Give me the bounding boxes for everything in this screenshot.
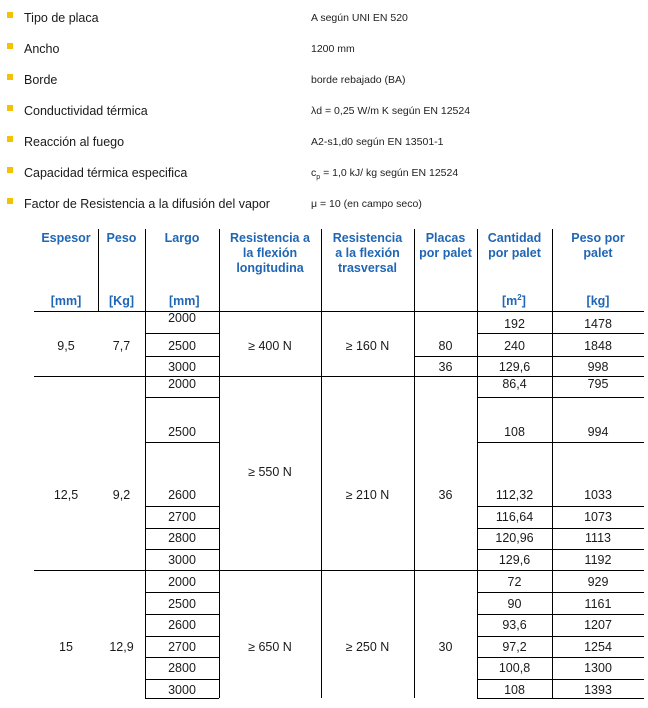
unit-cantidad [477, 294, 552, 309]
cell-res-long: ≥ 400 N [248, 339, 292, 353]
cell-placas: 30 [438, 640, 453, 654]
grid-line [145, 636, 219, 637]
unit-cantidad-close: ] [521, 294, 526, 308]
spec-value-subscript: p [316, 174, 321, 182]
cell-res-trans: ≥ 210 N [345, 488, 390, 502]
cell-largo: 2000 [168, 377, 196, 391]
grid-line [321, 229, 322, 311]
header-placas-line1: Placas [425, 231, 466, 245]
cell-peso-palet: 1254 [584, 640, 612, 654]
spec-value: λd = 0,25 W/m K según EN 12524 [311, 105, 471, 117]
cell-peso: 7,7 [112, 339, 131, 353]
cell-peso-palet: 1393 [584, 683, 612, 697]
cell-peso-palet: 1192 [584, 553, 612, 567]
grid-line [477, 229, 478, 311]
cell-espesor: 12,5 [53, 488, 79, 502]
cell-largo: 2500 [168, 339, 196, 353]
cell-cantidad: 97,2 [502, 640, 527, 654]
cell-largo: 2700 [168, 510, 196, 524]
bullet-square-icon [7, 12, 13, 18]
spec-value: μ = 10 (en campo seco) [311, 198, 422, 210]
grid-line [145, 657, 219, 658]
cell-placas: 36 [438, 360, 453, 374]
header-peso-palet-line2: palet [583, 246, 613, 260]
grid-line [414, 229, 415, 311]
spec-label: Conductividad térmica [24, 104, 148, 118]
unit-cantidad-superscript: 2 [517, 293, 522, 302]
header-res-long-line3: longitudina [236, 261, 304, 275]
cell-cantidad: 192 [504, 317, 525, 331]
grid-line [477, 549, 644, 550]
cell-largo: 2500 [168, 597, 196, 611]
spec-item [0, 134, 648, 154]
spec-value: A según UNI EN 520 [311, 12, 408, 24]
header-res-long-line2: la flexión [242, 246, 298, 260]
cell-peso-palet: 1033 [584, 488, 612, 502]
grid-line [219, 229, 220, 311]
unit-peso-palet: [kg] [586, 294, 610, 308]
spec-item [0, 196, 648, 216]
cell-largo: 2600 [168, 488, 196, 502]
cell-peso-palet: 1300 [584, 661, 612, 675]
cell-peso-palet: 1161 [584, 597, 612, 611]
cell-peso-palet: 929 [587, 575, 609, 589]
grid-line [477, 614, 644, 615]
spec-value [311, 166, 458, 185]
grid-line [477, 442, 644, 443]
cell-cantidad: 129,6 [498, 360, 531, 374]
grid-line [145, 528, 219, 529]
spec-value: A2-s1,d0 según EN 13501-1 [311, 136, 444, 148]
header-cantidad-line1: Cantidad [487, 231, 542, 245]
cell-largo: 2600 [168, 618, 196, 632]
cell-cantidad: 108 [504, 425, 525, 439]
cell-largo: 2000 [168, 575, 196, 589]
unit-cantidad-text: [m [502, 294, 518, 308]
header-peso: Peso [106, 231, 137, 245]
grid-line [145, 549, 219, 550]
bullet-square-icon [7, 198, 13, 204]
grid-line [145, 333, 219, 334]
cell-peso-palet: 994 [587, 425, 609, 439]
grid-line [477, 528, 644, 529]
grid-line [477, 333, 644, 334]
header-peso-palet-line1: Peso por [571, 231, 625, 245]
grid-line [145, 397, 219, 398]
cell-peso-palet: 795 [587, 377, 609, 391]
cell-placas: 80 [438, 339, 453, 353]
cell-largo: 3000 [168, 553, 196, 567]
header-res-trans-line1: Resistencia [332, 231, 403, 245]
spec-label: Tipo de placa [24, 11, 99, 25]
cell-res-trans: ≥ 160 N [345, 339, 390, 353]
spec-value: borde rebajado (BA) [311, 74, 406, 86]
spec-value-symbol: c [311, 167, 317, 179]
grid-line [145, 229, 146, 311]
spec-item [0, 41, 648, 61]
cell-largo: 2800 [168, 531, 196, 545]
bullet-square-icon [7, 136, 13, 142]
unit-peso: [Kg] [109, 294, 134, 308]
header-res-long-line1: Resistencia a [230, 231, 310, 245]
cell-cantidad: 90 [507, 597, 522, 611]
cell-peso-palet: 998 [587, 360, 609, 374]
cell-peso: 9,2 [112, 488, 131, 502]
cell-peso-palet: 1478 [584, 317, 612, 331]
grid-line [414, 356, 644, 357]
bullet-square-icon [7, 74, 13, 80]
grid-line [145, 506, 219, 507]
cell-res-long: ≥ 650 N [248, 640, 292, 654]
grid-line [477, 636, 644, 637]
grid-line [552, 229, 553, 311]
cell-cantidad: 108 [504, 683, 525, 697]
spec-label: Ancho [24, 42, 60, 56]
cell-largo: 2500 [168, 425, 196, 439]
grid-line [477, 592, 644, 593]
grid-line [34, 311, 644, 312]
cell-peso-palet: 1113 [585, 531, 611, 545]
spec-value-text: = 1,0 kJ/ kg según EN 12524 [320, 167, 459, 179]
header-placas-line2: por palet [419, 246, 472, 260]
spec-label: Capacidad térmica especifica [24, 166, 188, 180]
cell-cantidad: 116,64 [495, 510, 534, 524]
bullet-square-icon [7, 43, 13, 49]
grid-line [477, 679, 644, 680]
spec-value: 1200 mm [311, 43, 355, 55]
spec-item [0, 10, 648, 30]
grid-line [98, 229, 99, 311]
cell-placas: 36 [438, 488, 453, 502]
grid-line [145, 592, 219, 593]
unit-espesor: [mm] [50, 294, 82, 308]
grid-line [145, 356, 219, 357]
bullet-square-icon [7, 167, 13, 173]
cell-largo: 2700 [168, 640, 196, 654]
grid-line [145, 679, 219, 680]
spec-label: Reacción al fuego [24, 135, 125, 149]
cell-cantidad: 100,8 [498, 661, 531, 675]
header-res-trans-line3: trasversal [337, 261, 398, 275]
spec-label: Borde [24, 73, 58, 87]
header-largo: Largo [164, 231, 200, 245]
spec-item [0, 165, 648, 185]
header-res-trans-line2: a la flexión [335, 246, 400, 260]
cell-cantidad: 240 [504, 339, 525, 353]
cell-espesor: 15 [59, 640, 73, 654]
cell-cantidad: 93,6 [502, 618, 527, 632]
cell-cantidad: 86,4 [502, 377, 527, 391]
grid-line [477, 506, 644, 507]
header-cantidad-line2: por palet [488, 246, 541, 260]
grid-line [477, 657, 644, 658]
spec-label: Factor de Resistencia a la difusión del vapor [24, 197, 270, 211]
cell-peso-palet: 1848 [584, 339, 612, 353]
cell-res-long: ≥ 550 N [248, 465, 292, 479]
cell-res-trans: ≥ 250 N [345, 640, 390, 654]
cell-peso: 12,9 [109, 640, 134, 654]
grid-line [145, 442, 219, 443]
spec-item [0, 72, 648, 92]
cell-largo: 2800 [168, 661, 196, 675]
cell-cantidad: 129,6 [498, 553, 531, 567]
unit-largo: [mm] [169, 294, 200, 308]
grid-line [477, 397, 644, 398]
spec-item [0, 103, 648, 123]
cell-cantidad: 72 [507, 575, 522, 589]
cell-cantidad: 112,32 [495, 488, 534, 502]
cell-peso-palet: 1073 [584, 510, 612, 524]
grid-line [34, 570, 644, 571]
cell-largo: 2000 [168, 311, 196, 325]
cell-espesor: 9,5 [57, 339, 75, 353]
grid-line [145, 614, 219, 615]
grid-line [145, 698, 219, 699]
cell-largo: 3000 [168, 683, 196, 697]
header-espesor: Espesor [41, 231, 91, 245]
cell-peso-palet: 1207 [584, 618, 612, 632]
bullet-square-icon [7, 105, 13, 111]
cell-cantidad: 120,96 [495, 531, 534, 545]
cell-largo: 3000 [168, 360, 196, 374]
grid-line [477, 698, 644, 699]
